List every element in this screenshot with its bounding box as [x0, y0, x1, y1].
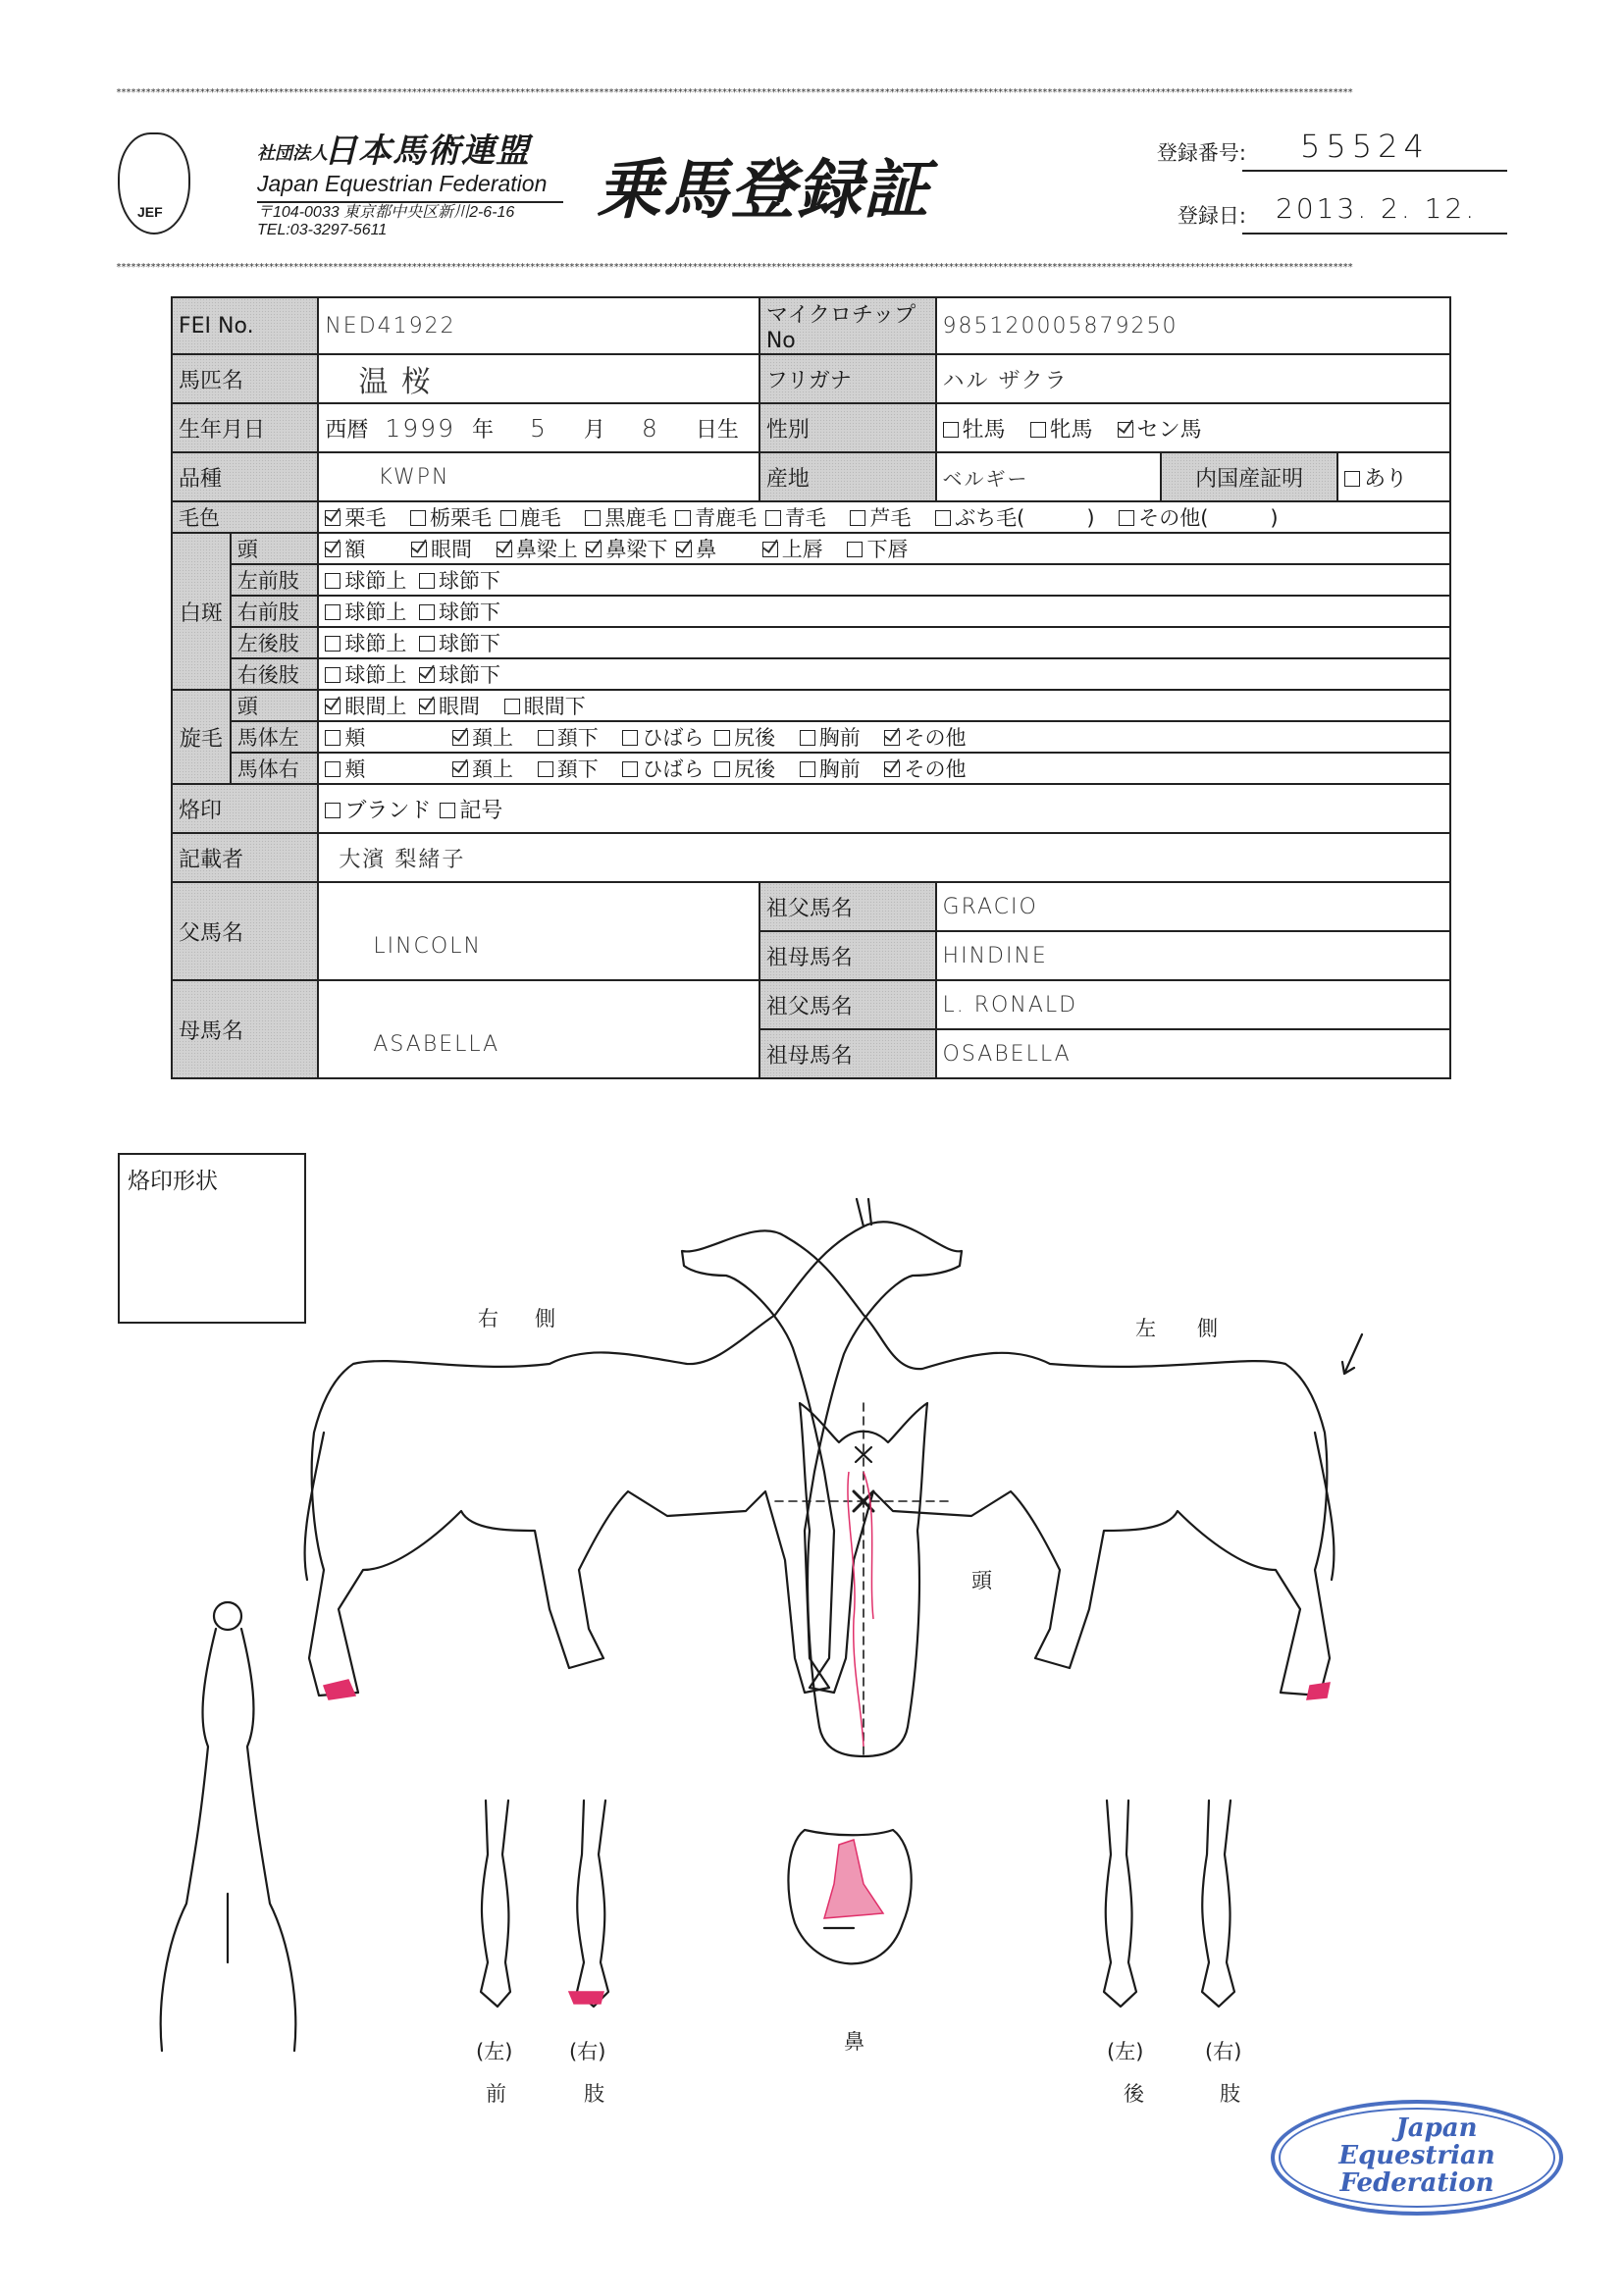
brand-label: 烙印: [172, 784, 318, 833]
marking-option[interactable]: 球節下: [419, 600, 500, 624]
whorls-part-label: 頭: [231, 690, 319, 721]
hind-legs-icon: [1104, 1800, 1234, 2007]
right-side-label-2: 側: [535, 1307, 555, 1331]
whorl-option[interactable]: 頬: [325, 726, 365, 750]
grandsire-label: 祖父馬名: [759, 980, 936, 1029]
birth-month[interactable]: 5: [530, 413, 548, 443]
federation-stamp: [1271, 2100, 1563, 2216]
granddam-label: 祖母馬名: [759, 1029, 936, 1078]
color-option[interactable]: 鹿毛: [500, 506, 561, 530]
front-legs-label-1: 前: [486, 2082, 506, 2106]
whorl-option[interactable]: その他: [884, 726, 966, 750]
birth-day-unit: 日生: [695, 417, 739, 443]
color-option[interactable]: 芦毛: [850, 506, 911, 530]
marking-option[interactable]: 鼻: [676, 538, 716, 561]
birth-month-unit: 月: [583, 417, 605, 443]
nose-label: 鼻: [844, 2030, 864, 2054]
stamp-line-2: Equestrian: [1338, 2141, 1495, 2170]
sex-option-gelding[interactable]: セン馬: [1118, 418, 1202, 443]
recorder-label: 記載者: [172, 833, 318, 882]
marking-nose: [824, 1840, 883, 1918]
fei-label: FEI No.: [172, 297, 318, 354]
granddam-label: 祖母馬名: [759, 931, 936, 980]
sex-label: 性別: [759, 403, 936, 452]
reg-number-value: 55524: [1300, 128, 1430, 165]
dam-label: 母馬名: [172, 980, 318, 1078]
whorl-option[interactable]: 胸前: [800, 757, 861, 781]
color-label: 毛色: [172, 501, 318, 533]
grandsire-label: 祖父馬名: [759, 882, 936, 931]
color-option[interactable]: 青毛: [765, 506, 826, 530]
color-option[interactable]: その他( ): [1119, 506, 1278, 530]
whorl-option[interactable]: ひばら: [622, 757, 704, 781]
right-side-label-1: 右: [478, 1307, 498, 1331]
org-name-en: Japan Equestrian Federation: [257, 171, 548, 196]
markings-label: 白斑: [172, 533, 231, 690]
stamp-line-3: Federation: [1339, 2168, 1494, 2198]
brand-option[interactable]: 記号: [440, 799, 502, 823]
whorl-option[interactable]: 尻後: [714, 757, 775, 781]
left-side-label-2: 側: [1197, 1317, 1218, 1340]
star-divider-bottom: ***********************************************************************************************************************************************************************************************************************************************************: [116, 262, 1353, 273]
front-leg-left-label: (左): [476, 2040, 513, 2063]
marking-option[interactable]: 額: [325, 538, 365, 561]
breed-value[interactable]: KWPN: [318, 452, 759, 501]
markings-part-label: 左後肢: [231, 627, 319, 658]
front-legs-label-2: 肢: [584, 2082, 604, 2106]
marking-option[interactable]: 鼻梁上: [497, 538, 578, 561]
marking-option[interactable]: 球節下: [419, 569, 500, 593]
left-side-horse-icon: [682, 1230, 1362, 1696]
furigana-value[interactable]: ハル ザクラ: [936, 354, 1450, 403]
birth-era: 西暦: [325, 417, 369, 443]
markings-part-label: 左前肢: [231, 564, 319, 596]
dam-granddam-value[interactable]: OSABELLA: [936, 1029, 1450, 1078]
sire-label: 父馬名: [172, 882, 318, 980]
sire-granddam-value[interactable]: HINDINE: [936, 931, 1450, 980]
whorl-option[interactable]: 頚下: [538, 726, 599, 750]
marking-annotations: [324, 1472, 1330, 2004]
marking-option[interactable]: 球節下: [419, 632, 500, 655]
microchip-label: マイクロチップNo: [759, 297, 936, 354]
recorder-value[interactable]: 大濱 梨緒子: [318, 833, 1450, 882]
marking-option[interactable]: 眼間: [411, 538, 472, 561]
furigana-label: フリガナ: [759, 354, 936, 403]
marking-right-hind-foot: [1307, 1683, 1330, 1699]
tel-line: TEL:03-3297-5611: [257, 222, 388, 238]
hind-leg-right-label: (右): [1205, 2040, 1242, 2063]
birth-day[interactable]: 8: [641, 413, 659, 443]
marking-option[interactable]: 上唇: [762, 538, 823, 561]
hind-legs-label-2: 肢: [1220, 2082, 1240, 2106]
marking-option[interactable]: 球節下: [419, 663, 500, 687]
hind-legs-label-1: 後: [1124, 2082, 1144, 2106]
dam-grandsire-value[interactable]: L. RONALD: [936, 980, 1450, 1029]
star-divider-top: ***********************************************************************************************************************************************************************************************************************************************************: [116, 87, 1353, 98]
markings-part-label: 右前肢: [231, 596, 319, 627]
horse-name-value[interactable]: 温 桜: [318, 354, 759, 403]
markings-part-label: 頭: [231, 533, 319, 564]
dam-value[interactable]: ASABELLA: [318, 980, 759, 1078]
stamp-line-1: Japan: [1395, 2113, 1478, 2143]
domestic-option[interactable]: あり: [1337, 452, 1450, 501]
whorl-option[interactable]: 胸前: [800, 726, 861, 750]
whorls-label: 旋毛: [172, 690, 231, 784]
color-option[interactable]: 栃栗毛: [410, 506, 492, 530]
color-option[interactable]: 栗毛: [325, 506, 386, 530]
marking-option[interactable]: 球節上: [325, 663, 406, 687]
reg-date-value: 2013. 2. 12.: [1276, 192, 1478, 225]
front-legs-icon: [481, 1800, 608, 2007]
jef-logo-text: JEF: [137, 204, 163, 220]
breed-label: 品種: [172, 452, 318, 501]
reg-number-label: 登録番号:: [1156, 141, 1246, 165]
horse-name-label: 馬匹名: [172, 354, 318, 403]
whorl-option[interactable]: 頚下: [538, 757, 599, 781]
birth-year[interactable]: 1999: [385, 413, 455, 443]
whorl-option[interactable]: 頚上: [452, 726, 513, 750]
origin-value[interactable]: ベルギー: [936, 452, 1162, 501]
markings-part-label: 右後肢: [231, 658, 319, 690]
left-side-label-1: 左: [1135, 1317, 1156, 1340]
sire-grandsire-value[interactable]: GRACIO: [936, 882, 1450, 931]
fei-value[interactable]: NED41922: [318, 297, 759, 354]
head-front-icon: [775, 1403, 952, 1756]
whorls-part-label: 馬体左: [231, 721, 319, 753]
marking-option[interactable]: 球節上: [325, 569, 406, 593]
birth-year-unit: 年: [471, 417, 494, 443]
birth-label: 生年月日: [172, 403, 318, 452]
whorl-option[interactable]: 眼間上: [325, 695, 406, 718]
whorl-option[interactable]: その他: [884, 757, 966, 781]
whorl-option[interactable]: 頬: [325, 757, 365, 781]
marking-option[interactable]: 球節上: [325, 632, 406, 655]
brand-shape-label: 烙印形状: [128, 1169, 218, 1194]
marking-option[interactable]: 鼻梁下: [586, 538, 667, 561]
whorl-option[interactable]: 眼間: [419, 695, 480, 718]
reg-date-label: 登録日:: [1177, 204, 1246, 228]
sex-option-mare[interactable]: 牝馬: [1030, 418, 1093, 443]
neck-top-view-icon: [161, 1602, 296, 2051]
hind-leg-left-label: (左): [1107, 2040, 1144, 2063]
color-option[interactable]: ぶち毛( ): [935, 506, 1094, 530]
marking-option[interactable]: 球節上: [325, 600, 406, 624]
color-option[interactable]: 黒鹿毛: [585, 506, 666, 530]
marking-option[interactable]: 下唇: [847, 538, 908, 561]
domestic-label: 内国産証明: [1161, 452, 1337, 501]
head-label: 頭: [971, 1569, 992, 1592]
whorl-option[interactable]: 頚上: [452, 757, 513, 781]
sire-value[interactable]: LINCOLN: [318, 882, 759, 980]
origin-label: 産地: [759, 452, 936, 501]
marking-front-right-heel: [569, 1992, 603, 2004]
whorl-option[interactable]: 眼間下: [504, 695, 586, 718]
whorl-option[interactable]: ひばら: [622, 726, 704, 750]
microchip-value[interactable]: 985120005879250: [936, 297, 1450, 354]
sex-option-stallion[interactable]: 牡馬: [943, 418, 1006, 443]
marking-left-fore-foot: [324, 1680, 355, 1699]
color-option[interactable]: 青鹿毛: [675, 506, 757, 530]
document-title: 乗馬登録証: [597, 152, 930, 228]
org-type: 社団法人: [257, 143, 328, 164]
whorls-part-label: 馬体右: [231, 753, 319, 784]
brand-option[interactable]: ブランド: [325, 799, 431, 823]
org-name: 日本馬術連盟: [324, 131, 530, 171]
front-leg-right-label: (右): [569, 2040, 606, 2063]
whorl-option[interactable]: 尻後: [714, 726, 775, 750]
address-line: 〒104-0033 東京都中央区新川2-6-16: [257, 204, 515, 221]
